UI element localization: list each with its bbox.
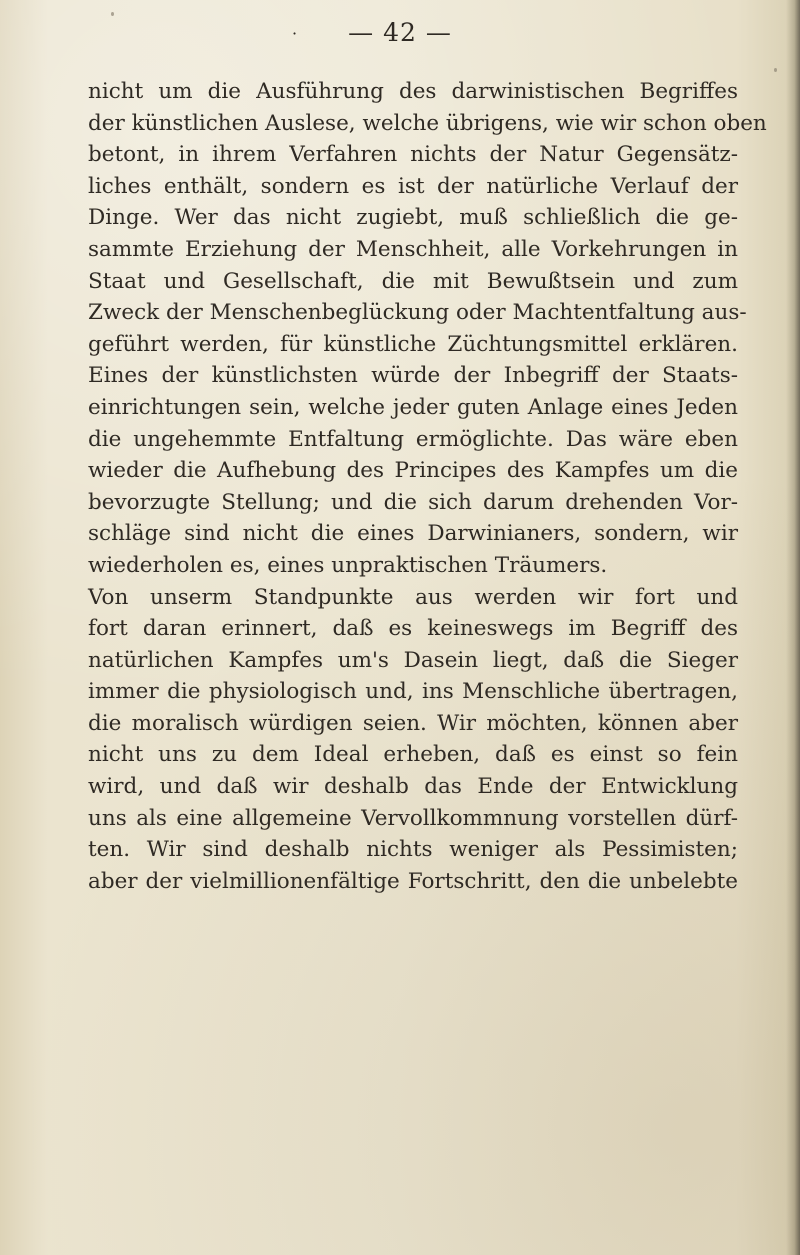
paper-speck bbox=[111, 12, 114, 16]
text-line: immer die physiologisch und, ins Menschliche übertragen, bbox=[88, 679, 738, 705]
text-line: schläge sind nicht die eines Darwinianers, sondern, wir bbox=[88, 521, 738, 547]
text-line: aber der vielmillionenfältige Fortschritt, den die unbelebte bbox=[88, 868, 738, 894]
text-line: nicht uns zu dem Ideal erheben, daß es einst so fein bbox=[88, 742, 738, 768]
text-line: einrichtungen sein, welche jeder guten Anlage eines Jeden bbox=[88, 394, 738, 420]
text-line: uns als eine allgemeine Vervollkommnung vorstellen dürf- bbox=[88, 805, 738, 831]
text-line: Dinge. Wer das nicht zugiebt, muß schließlich die ge- bbox=[88, 205, 738, 231]
text-line: Staat und Gesellschaft, die mit Bewußtsein und zum bbox=[88, 268, 738, 294]
text-line: ten. Wir sind deshalb nichts weniger als Pessimisten; bbox=[88, 837, 738, 863]
text-line: fort daran erinnert, daß es keineswegs im Begriff des bbox=[88, 616, 738, 642]
text-line: Von unserm Standpunkte aus werden wir fort und bbox=[88, 584, 738, 610]
text-line: bevorzugte Stellung; und die sich darum drehenden Vor- bbox=[88, 489, 738, 515]
text-line: natürlichen Kampfes um's Dasein liegt, daß die Sieger bbox=[88, 647, 738, 673]
text-line: liches enthält, sondern es ist der natürliche Verlauf der bbox=[88, 173, 738, 199]
paper-speck bbox=[774, 68, 777, 72]
text-line: Zweck der Menschenbeglückung oder Machtentfaltung aus- bbox=[88, 300, 747, 326]
text-line: Eines der künstlichsten würde der Inbegriff der Staats- bbox=[88, 363, 738, 389]
text-line: die ungehemmte Entfaltung ermöglichte. Das wäre eben bbox=[88, 426, 738, 452]
text-line: wird, und daß wir deshalb das Ende der Entwicklung bbox=[88, 774, 738, 800]
body-text bbox=[88, 76, 767, 897]
text-line: sammte Erziehung der Menschheit, alle Vorkehrungen in bbox=[88, 236, 738, 262]
page-edge-shadow bbox=[786, 0, 800, 1255]
text-line: wieder die Aufhebung des Principes des Kampfes um die bbox=[88, 458, 738, 484]
text-line: geführt werden, für künstliche Züchtungsmittel erklären. bbox=[88, 331, 738, 357]
text-line: nicht um die Ausführung des darwinistischen Begriffes bbox=[88, 79, 738, 104]
page-number: — 42 — bbox=[348, 18, 452, 47]
page-header bbox=[0, 18, 800, 54]
text-line: betont, in ihrem Verfahren nichts der Natur Gegensätz- bbox=[88, 142, 738, 168]
text-line: der künstlichen Auslese, welche übrigens, wie wir schon oben bbox=[88, 110, 767, 136]
header-dot: · bbox=[292, 24, 298, 43]
text-line: wiederholen es, eines unpraktischen Träumers. bbox=[88, 552, 608, 578]
text-line: die moralisch würdigen seien. Wir möchten, können aber bbox=[88, 710, 738, 736]
